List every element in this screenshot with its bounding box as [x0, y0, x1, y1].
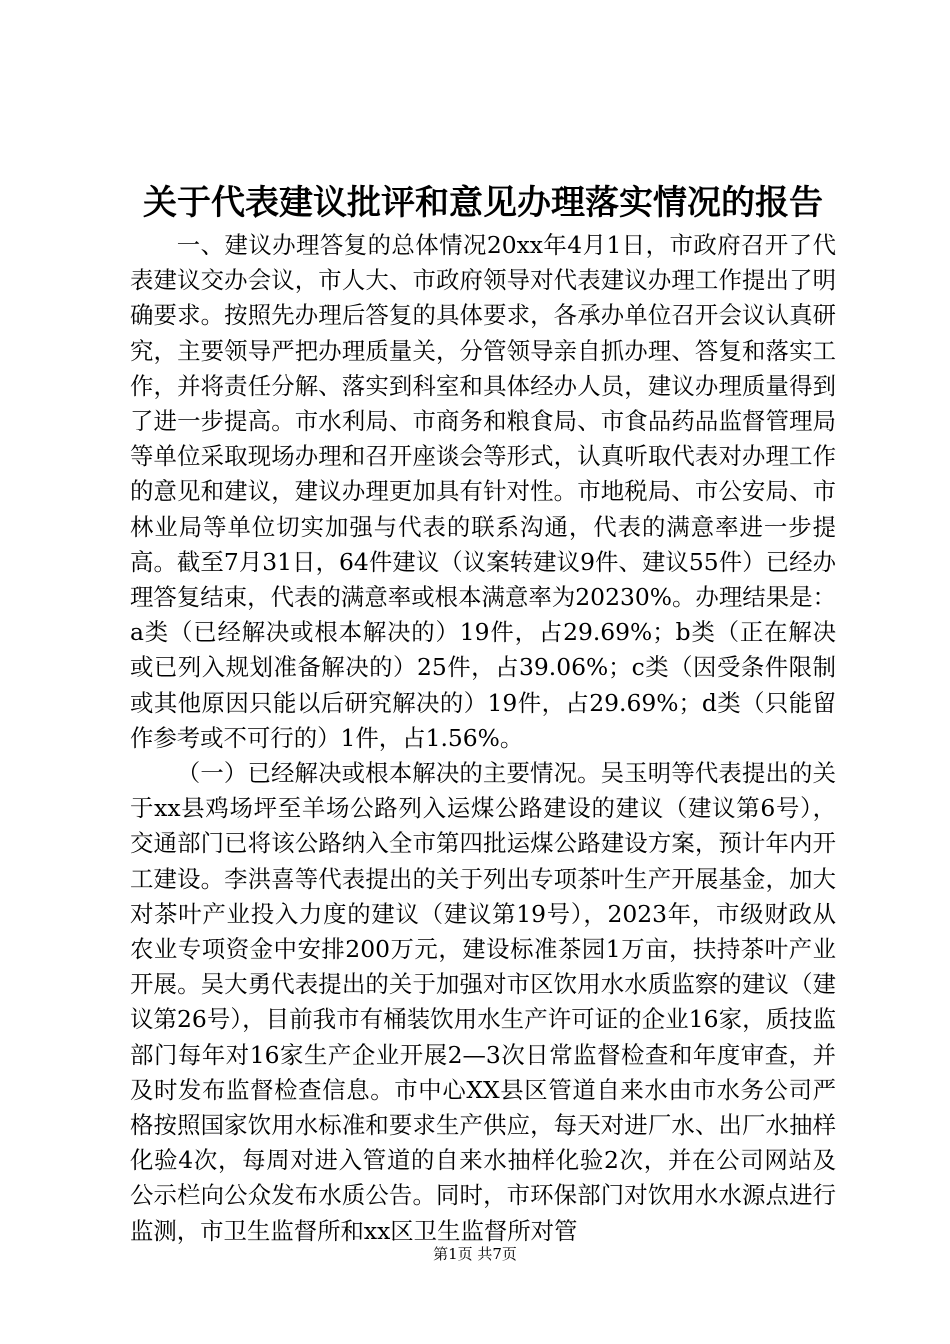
- document-title: 关于代表建议批评和意见办理落实情况的报告: [143, 183, 823, 223]
- paragraph-resolved-cases: （一）已经解决或根本解决的主要情况。吴玉明等代表提出的关于xx县鸡场坪至羊场公路列入运煤公路建设的建议（建议第6号），交通部门已将该公路纳入全市第四批运煤公路建设方案，预计年内开工建设。李洪喜等代表提出的关于列出专项茶叶生产开展基金，加大对茶叶产业投入力度的建议（建议第19号），2023年，市级财政从农业专项资金中安排200万元，建设标准茶园1万亩，扶持茶叶产业开展。吴大勇代表提出的关于加强对市区饮用水水质监察的建议（建议第26号），目前我市有桶装饮用水生产许可证的企业16家，质技监部门每年对16家生产企业开展2—3次日常监督检查和年度审查，并及时发布监督检查信息。市中心XX县区管道自来水由市水务公司严格按照国家饮用水标准和要求生产供应，每天对进厂水、出厂水抽样化验4次，每周对进入管道的自来水抽样化验2次，并在公司网站及公示栏向公众发布水质公告。同时，市环保部门对饮用水水源点进行监测，市卫生监督所和xx区卫生监督所对管: [130, 759, 836, 1245]
- page-footer: 第1页 共7页: [433, 1245, 517, 1263]
- document-body: [130, 228, 836, 1249]
- paragraph-overview: 一、建议办理答复的总体情况20xx年4月1日，市政府召开了代表建议交办会议，市人大、市政府领导对代表建议办理工作提出了明确要求。按照先办理后答复的具体要求，各承办单位召开会议认真研究，主要领导严把办理质量关，分管领导亲自抓办理、答复和落实工作，并将责任分解、落实到科室和具体经办人员，建议办理质量得到了进一步提高。市水利局、市商务和粮食局、市食品药品监督管理局等单位采取现场办理和召开座谈会等形式，认真听取代表对办理工作的意见和建议，建议办理更加具有针对性。市地税局、市公安局、市林业局等单位切实加强与代表的联系沟通，代表的满意率进一步提高。截至7月31日，64件建议（议案转建议9件、建议55件）已经办理答复结束，代表的满意率或根本满意率为20230%。办理结果是：a类（已经解决或根本解决的）19件，占29.69%；b类（正在解决或已列入规划准备解决的）25件，占39.06%；c类（因受条件限制或其他原因只能以后研究解决的）19件，占29.69%；d类（只能留作参考或不可行的）1件，占1.56%。: [130, 231, 836, 752]
